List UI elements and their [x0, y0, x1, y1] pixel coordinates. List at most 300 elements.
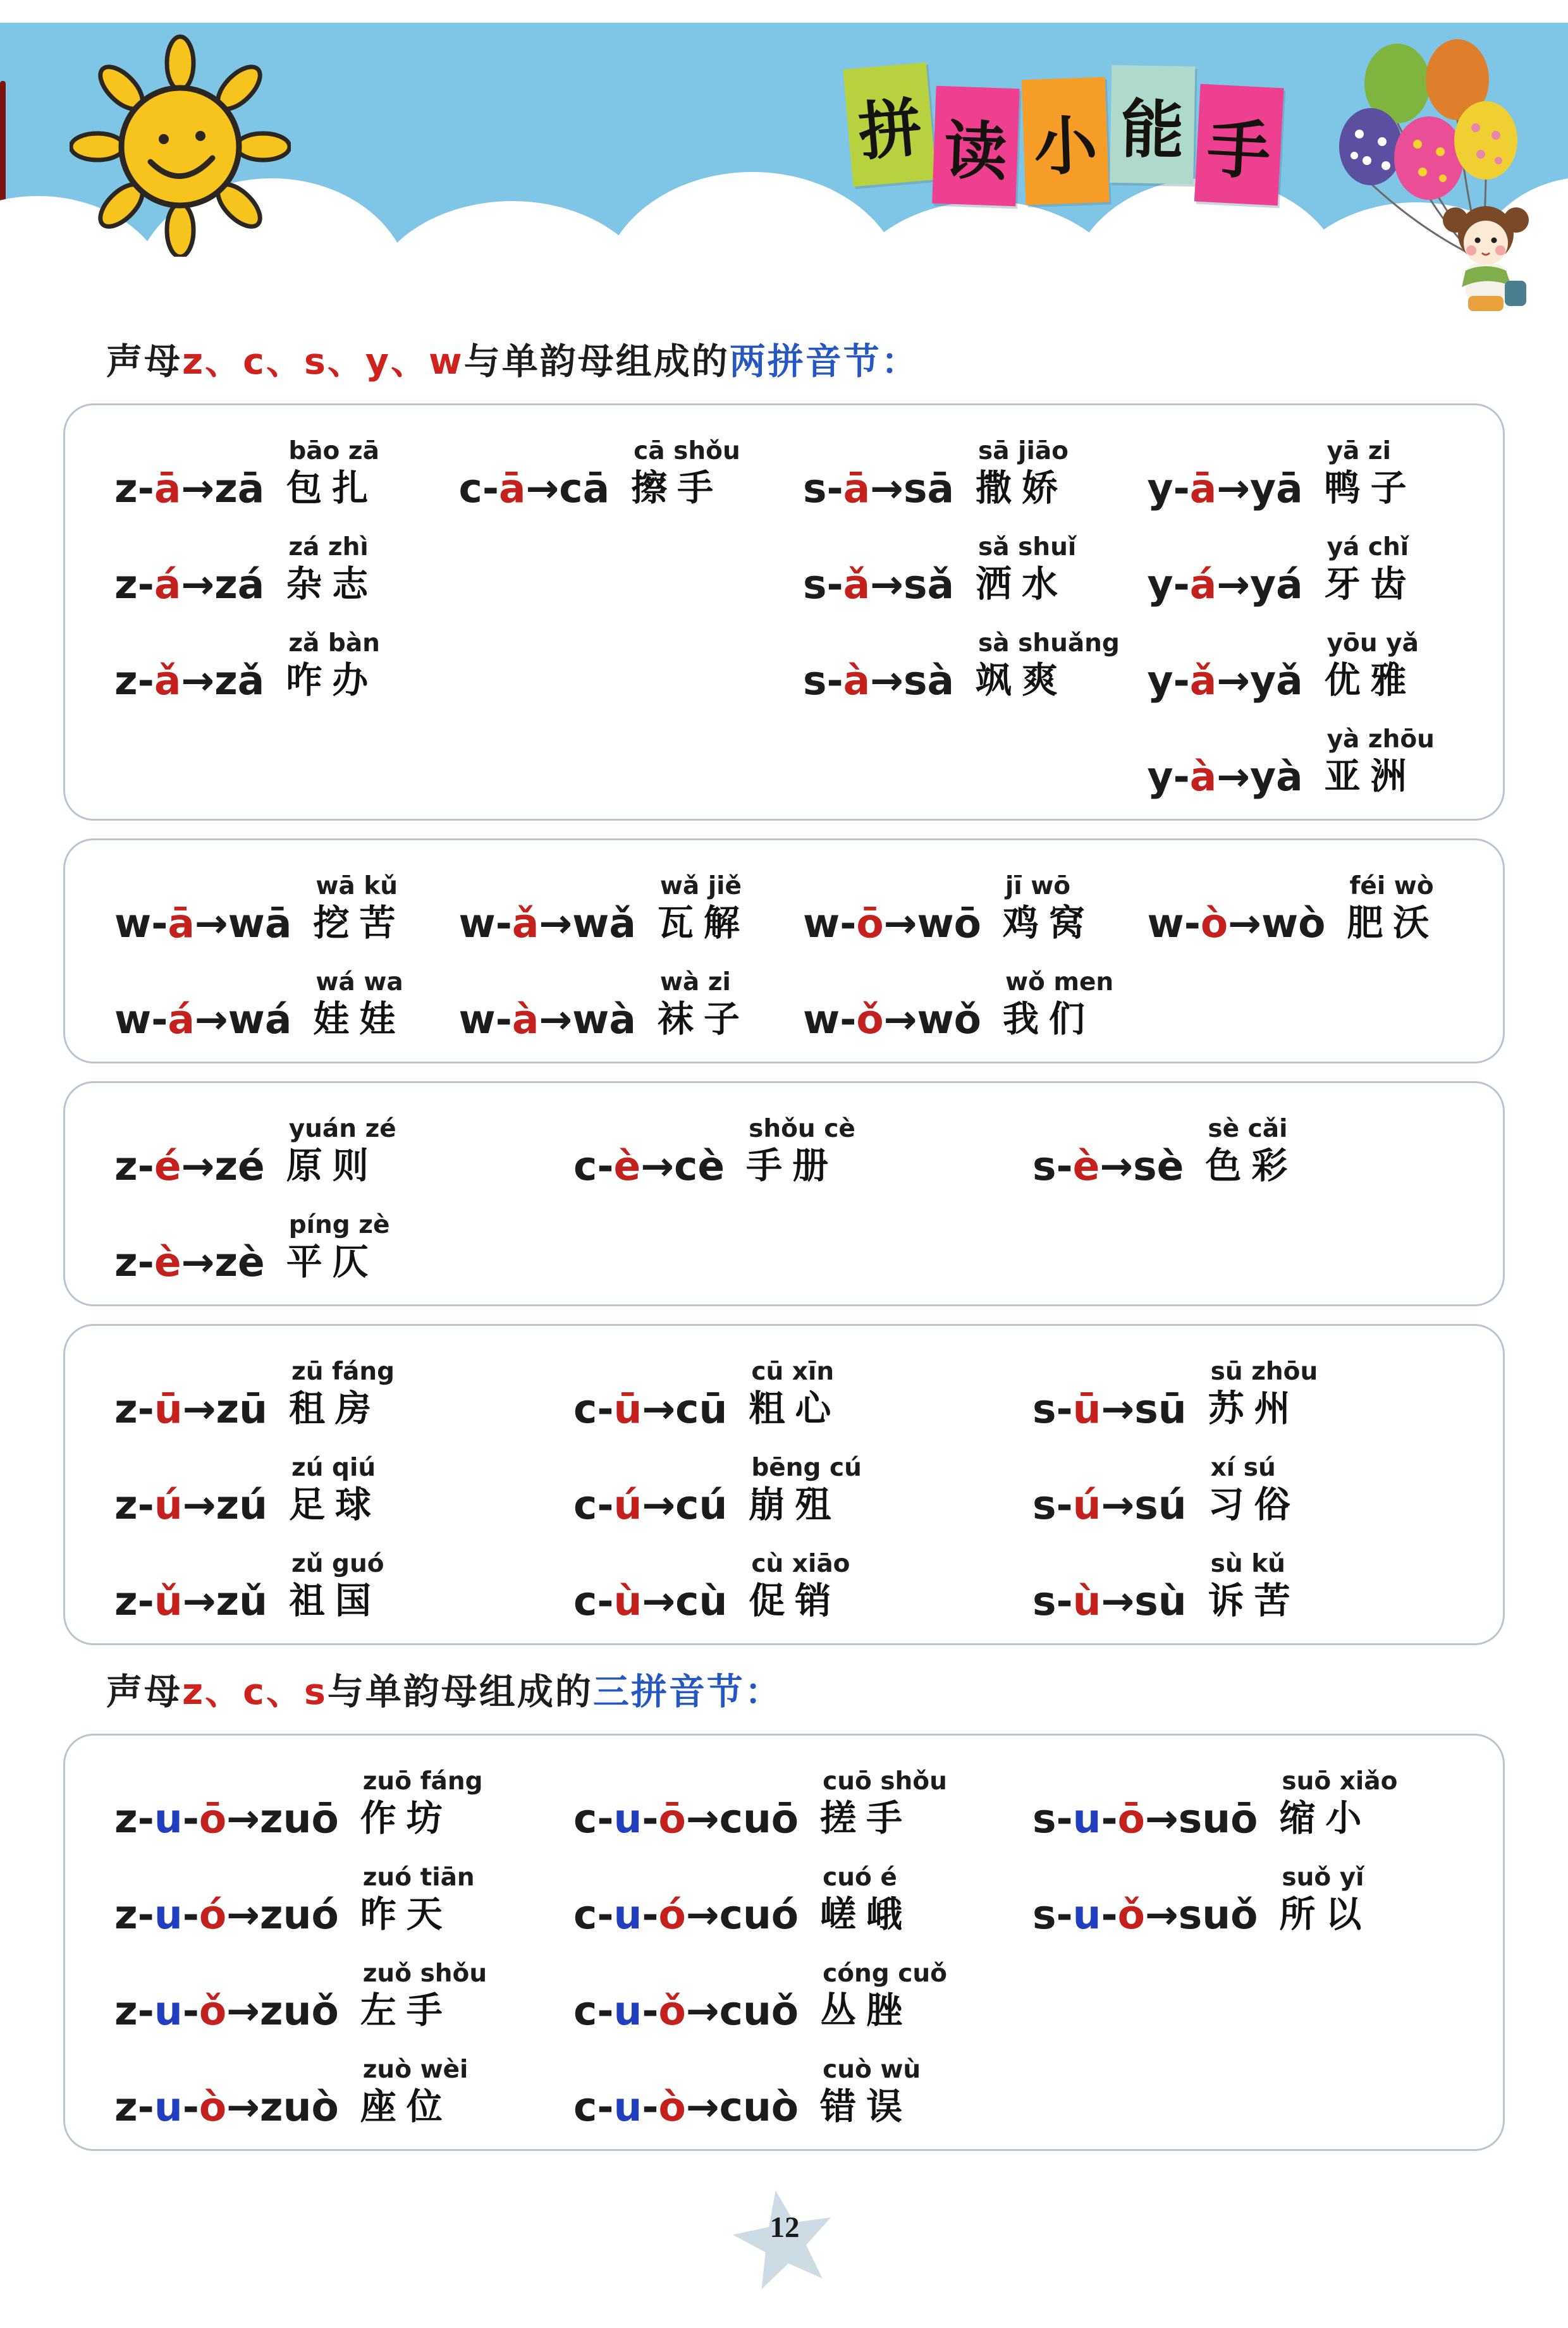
- combo-segment: w-: [114, 900, 168, 947]
- word-pinyin: wǎ jiě: [659, 872, 742, 901]
- syllable-entry: [114, 1097, 568, 1192]
- combo-segment: ō: [199, 1796, 227, 1842]
- word-hanzi: 包扎: [286, 467, 379, 510]
- syllable-entry: [573, 1340, 1027, 1435]
- word-pinyin: wá wa: [315, 968, 403, 997]
- word-hanzi: 昨天: [360, 1894, 453, 1936]
- combo-segment: u: [613, 1988, 642, 2035]
- combo-segment: y-: [1147, 754, 1190, 800]
- combo-segment: ǒ: [856, 996, 884, 1043]
- combo-segment: →cuō: [685, 1796, 799, 1842]
- word-pinyin: cù xiāo: [751, 1550, 850, 1579]
- combo-segment: →cū: [642, 1386, 728, 1433]
- combo-segment: →zé: [181, 1143, 265, 1190]
- word-pinyin: bēng cú: [751, 1454, 862, 1483]
- syllable-entry: [803, 854, 1142, 949]
- combo-segment: →yā: [1216, 465, 1303, 512]
- word-pinyin: yōu yǎ: [1326, 629, 1419, 658]
- word-hanzi: 娃娃: [313, 998, 406, 1041]
- word-hanzi: 缩小: [1279, 1798, 1372, 1840]
- word-hanzi: 鸭子: [1324, 467, 1417, 510]
- word-pinyin: sà shuǎng: [977, 629, 1120, 658]
- combo-segment: s-: [1032, 1143, 1073, 1190]
- combo-segment: z-: [114, 1143, 154, 1190]
- title-block: [932, 86, 1019, 206]
- example-word: [1325, 726, 1435, 800]
- syllable-entry: [803, 611, 1142, 706]
- combo-segment: ā: [499, 465, 526, 512]
- combo-segment: è: [613, 1143, 641, 1190]
- combo-segment: →cā: [525, 465, 610, 512]
- combo-segment: ū: [613, 1386, 642, 1433]
- combo-segment: -: [642, 1988, 659, 2035]
- combo-segment: →zuǒ: [226, 1988, 339, 2035]
- pinyin-combo: [803, 563, 954, 608]
- page-number: 12: [769, 2211, 800, 2244]
- combo-segment: ō: [658, 1796, 686, 1842]
- example-word: [976, 438, 1069, 512]
- pinyin-combo: [114, 2085, 339, 2130]
- word-hanzi: 丛脞: [820, 1990, 913, 2032]
- syllable-entry: [459, 419, 799, 514]
- heading-initials: z、c、s、y、w: [182, 341, 464, 383]
- combo-segment: ò: [199, 2084, 227, 2131]
- pinyin-combo: [1032, 1579, 1187, 1624]
- example-word: [746, 1115, 855, 1189]
- combo-segment: ǎ: [843, 561, 871, 608]
- combo-segment: →suǒ: [1144, 1892, 1258, 1939]
- combo-segment: s-: [1032, 1892, 1073, 1939]
- combo-segment: z-: [114, 1796, 154, 1842]
- combo-segment: →sǎ: [870, 561, 954, 608]
- word-pinyin: sǎ shuǐ: [977, 533, 1077, 562]
- syllable-entry: [803, 950, 1142, 1045]
- word-hanzi: 洒水: [975, 563, 1068, 606]
- combo-segment: -: [1101, 1796, 1118, 1842]
- combo-segment: c-: [573, 1578, 614, 1625]
- pinyin-combo: [1148, 659, 1303, 704]
- example-word: [976, 630, 1120, 704]
- word-hanzi: 杂志: [286, 563, 379, 606]
- combo-segment: é: [154, 1143, 181, 1190]
- combo-segment: y-: [1147, 658, 1190, 704]
- combo-segment: -: [642, 1892, 659, 1939]
- combo-segment: ǒ: [658, 1988, 686, 2035]
- word-hanzi: 挖苦: [313, 902, 406, 945]
- combo-segment: →zǎ: [181, 658, 265, 704]
- syllable-entry: [114, 1749, 568, 1844]
- word-hanzi: 座位: [360, 2086, 453, 2128]
- combo-segment: w-: [803, 900, 857, 947]
- word-pinyin: yà zhōu: [1326, 725, 1435, 754]
- word-pinyin: zǔ guó: [291, 1550, 384, 1579]
- combo-segment: c-: [573, 2084, 614, 2131]
- combo-segment: →sù: [1101, 1578, 1187, 1625]
- combo-segment: ǎ: [511, 900, 539, 947]
- pinyin-combo: [573, 1989, 799, 2034]
- word-hanzi: 撒娇: [975, 467, 1068, 510]
- combo-segment: á: [154, 561, 181, 608]
- combo-segment: è: [154, 1239, 181, 1286]
- combo-segment: →wō: [883, 900, 981, 947]
- syllable-entry: [114, 1942, 568, 2037]
- combo-segment: →zǔ: [182, 1578, 267, 1625]
- example-word: [749, 1550, 850, 1624]
- combo-segment: c-: [573, 1796, 614, 1842]
- combo-segment: →sā: [870, 465, 954, 512]
- word-pinyin: féi wò: [1349, 872, 1434, 901]
- word-hanzi: 色彩: [1205, 1145, 1298, 1187]
- combo-segment: s-: [1032, 1386, 1073, 1433]
- combo-segment: c-: [573, 1386, 614, 1433]
- combo-segment: →sà: [870, 658, 954, 704]
- word-pinyin: wǒ men: [1005, 968, 1114, 997]
- combo-segment: w-: [1147, 900, 1201, 947]
- syllable-entry: [1148, 611, 1487, 706]
- combo-segment: →yá: [1216, 561, 1303, 608]
- example-word: [1208, 1454, 1301, 1528]
- title-block: [1110, 65, 1195, 184]
- combo-segment: z-: [114, 1386, 154, 1433]
- example-word: [1205, 1115, 1297, 1189]
- title-block-char: 能: [1120, 92, 1185, 168]
- combo-segment: z-: [114, 658, 154, 704]
- combo-segment: z-: [114, 1239, 154, 1286]
- word-pinyin: suō xiǎo: [1282, 1767, 1398, 1796]
- example-word: [1279, 1768, 1397, 1842]
- example-word: [749, 1358, 841, 1432]
- pinyin-combo: [1032, 1483, 1187, 1528]
- combo-segment: →cè: [640, 1143, 725, 1190]
- example-word: [976, 534, 1076, 608]
- pinyin-combo: [459, 467, 610, 512]
- combo-segment: u: [154, 2084, 183, 2131]
- pinyin-combo: [803, 998, 981, 1043]
- combo-segment: c-: [573, 1988, 614, 2035]
- combo-segment: s-: [803, 561, 843, 608]
- syllable-entry: [1148, 854, 1487, 949]
- balloons-girl-icon: [1296, 23, 1555, 315]
- title-block: [1194, 84, 1284, 206]
- example-word: [1208, 1358, 1318, 1432]
- page-content: [0, 333, 1568, 2151]
- syllable-entry: [1032, 1532, 1486, 1627]
- word-pinyin: wā kǔ: [315, 872, 398, 901]
- combo-segment: -: [182, 1892, 199, 1939]
- pinyin-combo: [114, 1144, 265, 1189]
- combo-segment: -: [182, 2084, 199, 2131]
- combo-segment: →wǎ: [539, 900, 636, 947]
- example-word: [1325, 534, 1417, 608]
- syllable-entry: [114, 515, 454, 610]
- combo-segment: ǒ: [1117, 1892, 1145, 1939]
- pinyin-combo: [573, 1144, 725, 1189]
- pinyin-combo: [573, 1483, 727, 1528]
- combo-segment: ū: [154, 1386, 183, 1433]
- word-hanzi: 飒爽: [975, 659, 1068, 702]
- word-hanzi: 粗心: [749, 1388, 842, 1430]
- word-pinyin: zuō fáng: [362, 1767, 483, 1796]
- combo-segment: z-: [114, 1578, 154, 1625]
- word-pinyin: yā zi: [1326, 437, 1391, 466]
- word-hanzi: 手册: [746, 1145, 839, 1187]
- combo-segment: -: [642, 2084, 659, 2131]
- word-hanzi: 优雅: [1324, 659, 1417, 702]
- combo-segment: w-: [114, 996, 168, 1043]
- word-pinyin: suǒ yǐ: [1282, 1863, 1364, 1892]
- word-pinyin: bāo zā: [288, 437, 379, 466]
- example-word: [631, 438, 740, 512]
- combo-segment: ú: [154, 1482, 183, 1529]
- heading-middle: 与单韵母组成的: [463, 341, 730, 383]
- syllable-box-u: [63, 1324, 1505, 1645]
- title-block-char: 读: [943, 113, 1009, 190]
- syllable-entry: [1032, 1436, 1486, 1531]
- word-pinyin: wà zi: [659, 968, 731, 997]
- word-hanzi: 祖国: [289, 1580, 381, 1622]
- word-pinyin: xí sú: [1210, 1454, 1276, 1483]
- title-block-char: 拼: [855, 90, 925, 170]
- combo-segment: →zū: [182, 1386, 267, 1433]
- syllable-entry: [1032, 1097, 1486, 1192]
- page-banner: [0, 0, 1568, 316]
- syllable-entry: [573, 2038, 1027, 2133]
- pinyin-combo: [114, 1893, 339, 1938]
- combo-segment: w-: [458, 900, 512, 947]
- combo-segment: s-: [1032, 1578, 1073, 1625]
- combo-segment: u: [1072, 1892, 1101, 1939]
- word-pinyin: jī wō: [1005, 872, 1071, 901]
- combo-segment: →yà: [1216, 754, 1303, 800]
- pinyin-combo: [1148, 563, 1303, 608]
- example-word: [658, 969, 750, 1043]
- word-hanzi: 嵯峨: [820, 1894, 913, 1936]
- combo-segment: →sè: [1099, 1143, 1184, 1190]
- sun-icon: [70, 27, 291, 257]
- combo-segment: →sú: [1101, 1482, 1187, 1529]
- combo-segment: z-: [114, 561, 154, 608]
- title-block: [1022, 77, 1110, 205]
- combo-segment: →wò: [1228, 900, 1326, 947]
- combo-segment: ò: [658, 2084, 686, 2131]
- example-word: [658, 873, 750, 947]
- combo-segment: y-: [1147, 561, 1190, 608]
- word-pinyin: sè cǎi: [1208, 1115, 1288, 1144]
- pinyin-combo: [114, 1241, 265, 1285]
- combo-segment: ā: [154, 465, 181, 512]
- syllable-entry: [1032, 1846, 1486, 1940]
- syllable-entry: [573, 1532, 1027, 1627]
- pinyin-combo: [573, 1893, 799, 1938]
- syllable-box-e: [63, 1081, 1505, 1306]
- word-pinyin: yuán zé: [288, 1115, 396, 1144]
- syllable-box-w: [63, 838, 1505, 1063]
- combo-segment: z-: [114, 465, 154, 512]
- word-hanzi: 我们: [1002, 998, 1095, 1041]
- empty-cell: [459, 611, 799, 706]
- combo-segment: →zā: [181, 465, 265, 512]
- combo-segment: ù: [613, 1578, 642, 1625]
- word-hanzi: 搓手: [820, 1798, 913, 1840]
- combo-segment: →zuō: [226, 1796, 339, 1842]
- combo-segment: u: [1072, 1796, 1101, 1842]
- syllable-box-uo: [63, 1734, 1505, 2151]
- combo-segment: ā: [168, 900, 195, 947]
- pinyin-combo: [573, 1579, 727, 1624]
- combo-segment: s-: [1032, 1482, 1073, 1529]
- syllable-entry: [1148, 708, 1487, 802]
- syllable-entry: [114, 1532, 568, 1627]
- syllable-entry: [114, 1436, 568, 1531]
- combo-segment: c-: [573, 1482, 614, 1529]
- word-pinyin: sū zhōu: [1210, 1357, 1318, 1387]
- syllable-entry: [803, 419, 1142, 514]
- title-blocks: [847, 58, 1282, 190]
- example-word: [360, 1768, 483, 1842]
- example-word: [1325, 630, 1419, 704]
- combo-segment: y-: [1147, 465, 1190, 512]
- section-heading-two-pinyin: [106, 333, 1505, 384]
- heading-suffix: 两拼音节：: [729, 341, 919, 383]
- example-word: [820, 2056, 921, 2130]
- word-hanzi: 足球: [289, 1484, 381, 1526]
- empty-cell: [1032, 2038, 1486, 2133]
- word-pinyin: zuó tiān: [362, 1863, 475, 1892]
- combo-segment: ú: [1072, 1482, 1101, 1529]
- combo-segment: -: [182, 1796, 199, 1842]
- pinyin-combo: [1032, 1144, 1184, 1189]
- empty-cell: [459, 515, 799, 610]
- example-word: [1279, 1864, 1371, 1938]
- example-word: [360, 2056, 469, 2130]
- example-word: [749, 1454, 862, 1528]
- combo-segment: z-: [114, 1988, 154, 2035]
- pinyin-combo: [573, 2085, 799, 2130]
- word-hanzi: 促销: [749, 1580, 842, 1622]
- example-word: [289, 1550, 384, 1624]
- example-word: [286, 438, 379, 512]
- combo-segment: à: [1189, 754, 1217, 800]
- title-block: [843, 63, 936, 187]
- empty-cell: [1148, 950, 1487, 1045]
- word-hanzi: 租房: [289, 1388, 381, 1430]
- combo-segment: u: [154, 1796, 183, 1842]
- syllable-entry: [1148, 515, 1487, 610]
- word-pinyin: zǎ bàn: [288, 629, 380, 658]
- word-hanzi: 左手: [360, 1990, 453, 2032]
- example-word: [286, 1115, 396, 1189]
- syllable-entry: [573, 1749, 1027, 1844]
- syllable-entry: [573, 1097, 1027, 1192]
- example-word: [286, 534, 378, 608]
- syllable-entry: [1032, 1749, 1486, 1844]
- word-hanzi: 错误: [820, 2086, 913, 2128]
- word-pinyin: píng zè: [288, 1211, 390, 1240]
- combo-segment: -: [1101, 1892, 1118, 1939]
- combo-segment: →cuò: [685, 2084, 799, 2131]
- word-hanzi: 苏州: [1208, 1388, 1301, 1430]
- syllable-entry: [114, 611, 454, 706]
- combo-segment: →zá: [181, 561, 265, 608]
- pinyin-combo: [1032, 1797, 1258, 1842]
- combo-segment: à: [511, 996, 539, 1043]
- example-word: [313, 969, 405, 1043]
- word-pinyin: cuó é: [823, 1863, 897, 1892]
- word-hanzi: 擦手: [631, 467, 724, 510]
- syllable-entry: [114, 1340, 568, 1435]
- combo-segment: s-: [1032, 1796, 1073, 1842]
- syllable-entry: [803, 515, 1142, 610]
- pinyin-combo: [114, 659, 264, 704]
- combo-segment: ó: [199, 1892, 227, 1939]
- combo-segment: w-: [803, 996, 857, 1043]
- word-pinyin: cóng cuǒ: [823, 1959, 947, 1988]
- syllable-entry: [114, 1193, 568, 1288]
- word-pinyin: sā jiāo: [977, 437, 1069, 466]
- title-block-char: 手: [1205, 111, 1273, 189]
- pinyin-combo: [114, 1579, 267, 1624]
- example-word: [1003, 969, 1113, 1043]
- word-pinyin: zū fáng: [291, 1357, 395, 1387]
- word-pinyin: cū xīn: [751, 1357, 835, 1387]
- combo-segment: →cù: [642, 1578, 728, 1625]
- combo-segment: c-: [573, 1892, 614, 1939]
- syllable-entry: [459, 950, 799, 1045]
- word-hanzi: 鸡窝: [1002, 902, 1095, 945]
- example-word: [1347, 873, 1439, 947]
- word-hanzi: 袜子: [657, 998, 750, 1041]
- heading-initials: z、c、s: [182, 1671, 328, 1713]
- word-hanzi: 崩殂: [749, 1484, 842, 1526]
- combo-segment: ǎ: [154, 658, 181, 704]
- example-word: [360, 1960, 487, 2034]
- pinyin-combo: [114, 902, 291, 947]
- empty-cell: [573, 1193, 1027, 1288]
- combo-segment: ó: [658, 1892, 686, 1939]
- combo-segment: ǔ: [154, 1578, 183, 1625]
- pinyin-combo: [1148, 902, 1326, 947]
- combo-segment: c-: [458, 465, 499, 512]
- combo-segment: -: [642, 1796, 659, 1842]
- syllable-box-a: [63, 403, 1505, 821]
- combo-segment: ō: [856, 900, 884, 947]
- combo-segment: →zuó: [226, 1892, 339, 1939]
- pinyin-combo: [803, 902, 981, 947]
- example-word: [360, 1864, 475, 1938]
- word-hanzi: 亚洲: [1324, 756, 1417, 798]
- word-hanzi: 瓦解: [657, 902, 750, 945]
- syllable-entry: [1148, 419, 1487, 514]
- example-word: [820, 1960, 947, 2034]
- word-pinyin: yá chǐ: [1326, 533, 1409, 562]
- word-hanzi: 咋办: [286, 659, 379, 702]
- example-word: [286, 630, 380, 704]
- word-hanzi: 所以: [1279, 1894, 1372, 1936]
- word-hanzi: 诉苦: [1208, 1580, 1301, 1622]
- example-word: [1325, 438, 1417, 512]
- combo-segment: →yǎ: [1216, 658, 1303, 704]
- word-hanzi: 平仄: [286, 1241, 379, 1283]
- syllable-entry: [1032, 1340, 1486, 1435]
- pinyin-combo: [1148, 755, 1303, 800]
- combo-segment: →wà: [539, 996, 636, 1043]
- combo-segment: è: [1072, 1143, 1100, 1190]
- example-word: [820, 1768, 947, 1842]
- word-pinyin: zuǒ shǒu: [362, 1959, 487, 1988]
- combo-segment: →cuó: [685, 1892, 799, 1939]
- combo-segment: ā: [843, 465, 871, 512]
- combo-segment: ū: [1072, 1386, 1101, 1433]
